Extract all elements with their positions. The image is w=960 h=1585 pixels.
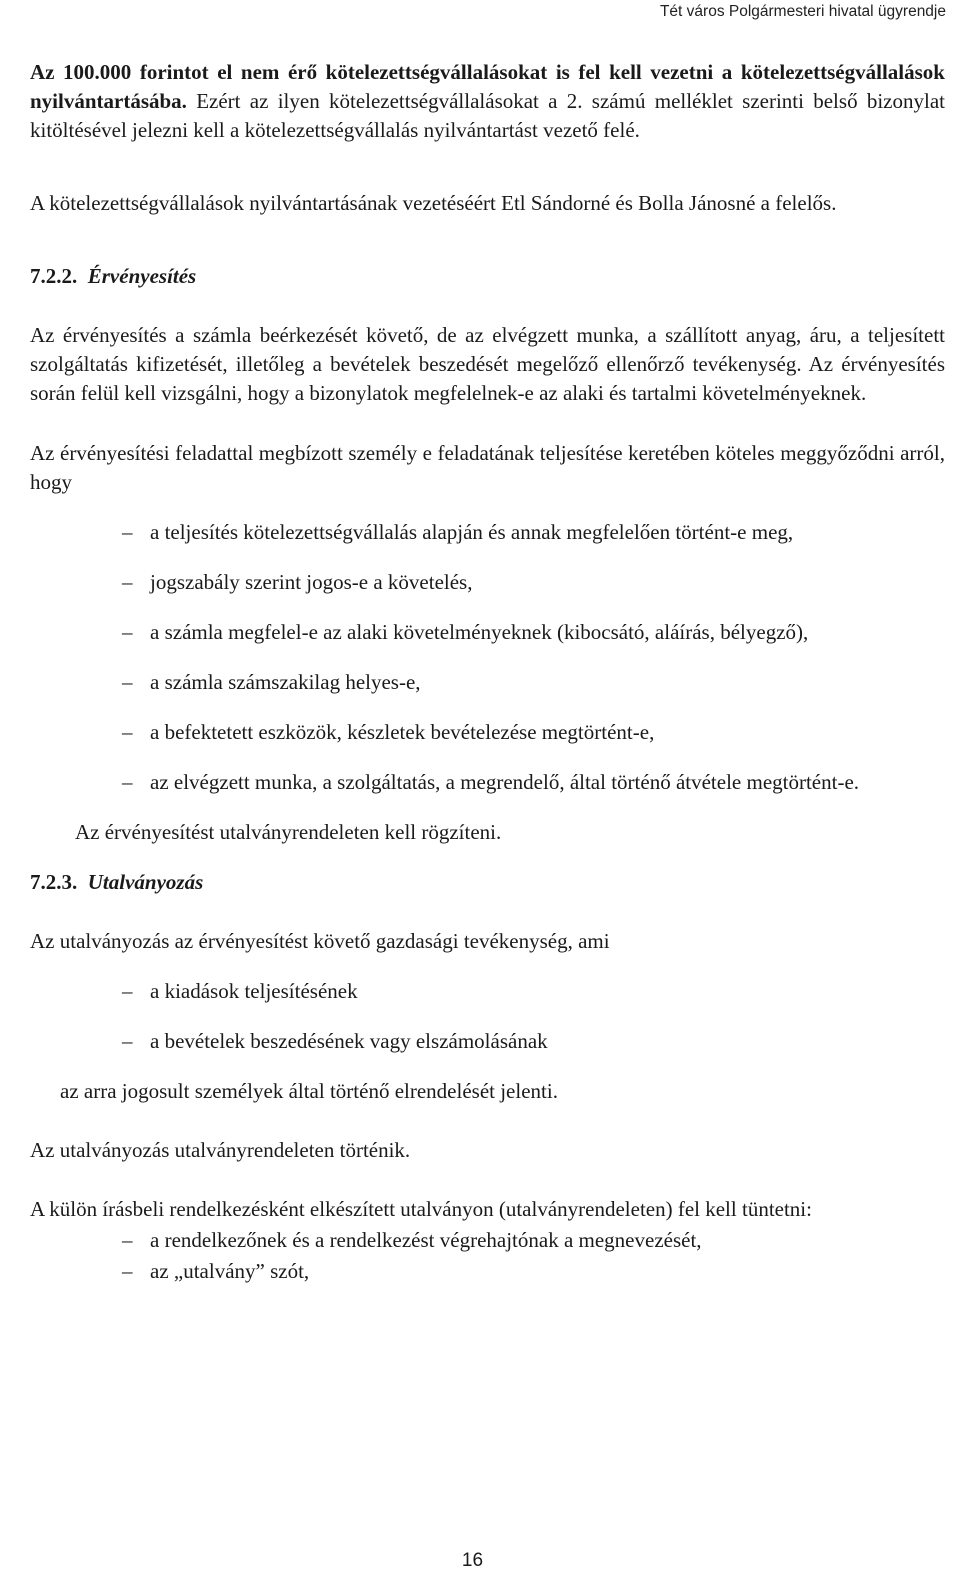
validation-checklist xyxy=(30,518,945,797)
page-number: 16 xyxy=(461,1550,484,1571)
list-item: – a kiadások teljesítésének xyxy=(30,977,945,1006)
intro-rest-text: Ezért az ilyen kötelezettségvállalásokat a 2. számú melléklet szerinti belső bizonylat kitöltésével jelezni kell a kötelezettségvállalás nyilvántartást vezető felé. xyxy=(30,89,945,142)
voucher-fields-list xyxy=(30,1226,945,1286)
authorization-intro-paragraph: Az utalványozás az érvényesítést követő gazdasági tevékenység, ami xyxy=(30,929,610,953)
authorization-list xyxy=(30,977,945,1056)
list-item: – a befektetett eszközök, készletek bevételezése megtörtént-e, xyxy=(30,718,945,747)
section-heading-722 xyxy=(30,262,945,291)
list-item: – a teljesítés kötelezettségvállalás alapján és annak megfelelően történt-e meg, xyxy=(30,518,945,547)
list-item: – az elvégzett munka, a szolgáltatás, a megrendelő, által történő átvétele megtörtént-e. xyxy=(30,768,945,797)
responsible-paragraph: A kötelezettségvállalások nyilvántartásának vezetéséért Etl Sándorné és Bolla Jánosné a felelős. xyxy=(30,191,837,215)
list-item: – a bevételek beszedésének vagy elszámolásának xyxy=(30,1027,945,1056)
list-item: – az „utalvány” szót, xyxy=(30,1257,945,1286)
section-number: 7.2.3. xyxy=(30,870,78,894)
authorization-continuation: az arra jogosult személyek által történő elrendelését jelenti. xyxy=(60,1079,558,1103)
running-header: Tét város Polgármesteri hivatal ügyrendje xyxy=(659,3,946,20)
intro-bold-text: Az 100.000 forintot el nem érő kötelezettségvállalásokat is fel kell vezetni a kötelezettségvállalások nyilvántartásába. xyxy=(30,60,945,113)
section-heading-723 xyxy=(30,868,945,897)
section-title: Utalványozás xyxy=(87,870,204,894)
list-item: – a rendelkezőnek és a rendelkezést végrehajtónak a megnevezését, xyxy=(30,1226,945,1255)
document-body xyxy=(30,58,945,1286)
validation-definition-paragraph: Az érvényesítés a számla beérkezését követő, de az elvégzett munka, a szállított anyag, áru, a teljesített szolgáltatás kifizetését, illetőleg a bevételek beszedését megelőző ellenőrző tevékenység. Az érvényesítés során felül kell vizsgálni, hogy a bizonylatok megfelelnek-e az alaki és tartalmi követelményeknek. xyxy=(30,323,945,405)
voucher-requirements-paragraph: A külön írásbeli rendelkezésként elkészített utalványon (utalványrendeleten) fel kell tüntetni: xyxy=(30,1197,812,1221)
validation-duty-paragraph: Az érvényesítési feladattal megbízott személy e feladatának teljesítése keretében köteles meggyőződni arról, hogy xyxy=(30,441,945,494)
list-item: – a számla számszakilag helyes-e, xyxy=(30,668,945,697)
list-item: – jogszabály szerint jogos-e a követelés, xyxy=(30,568,945,597)
authorization-form-paragraph: Az utalványozás utalványrendeleten történik. xyxy=(30,1138,411,1162)
list-item: – a számla megfelel-e az alaki követelményeknek (kibocsátó, aláírás, bélyegző), xyxy=(30,618,945,647)
intro-paragraph xyxy=(30,58,945,145)
section-title: Érvényesítés xyxy=(87,264,197,288)
section-number: 7.2.2. xyxy=(30,264,78,288)
record-note-paragraph: Az érvényesítést utalványrendeleten kell rögzíteni. xyxy=(75,820,502,844)
